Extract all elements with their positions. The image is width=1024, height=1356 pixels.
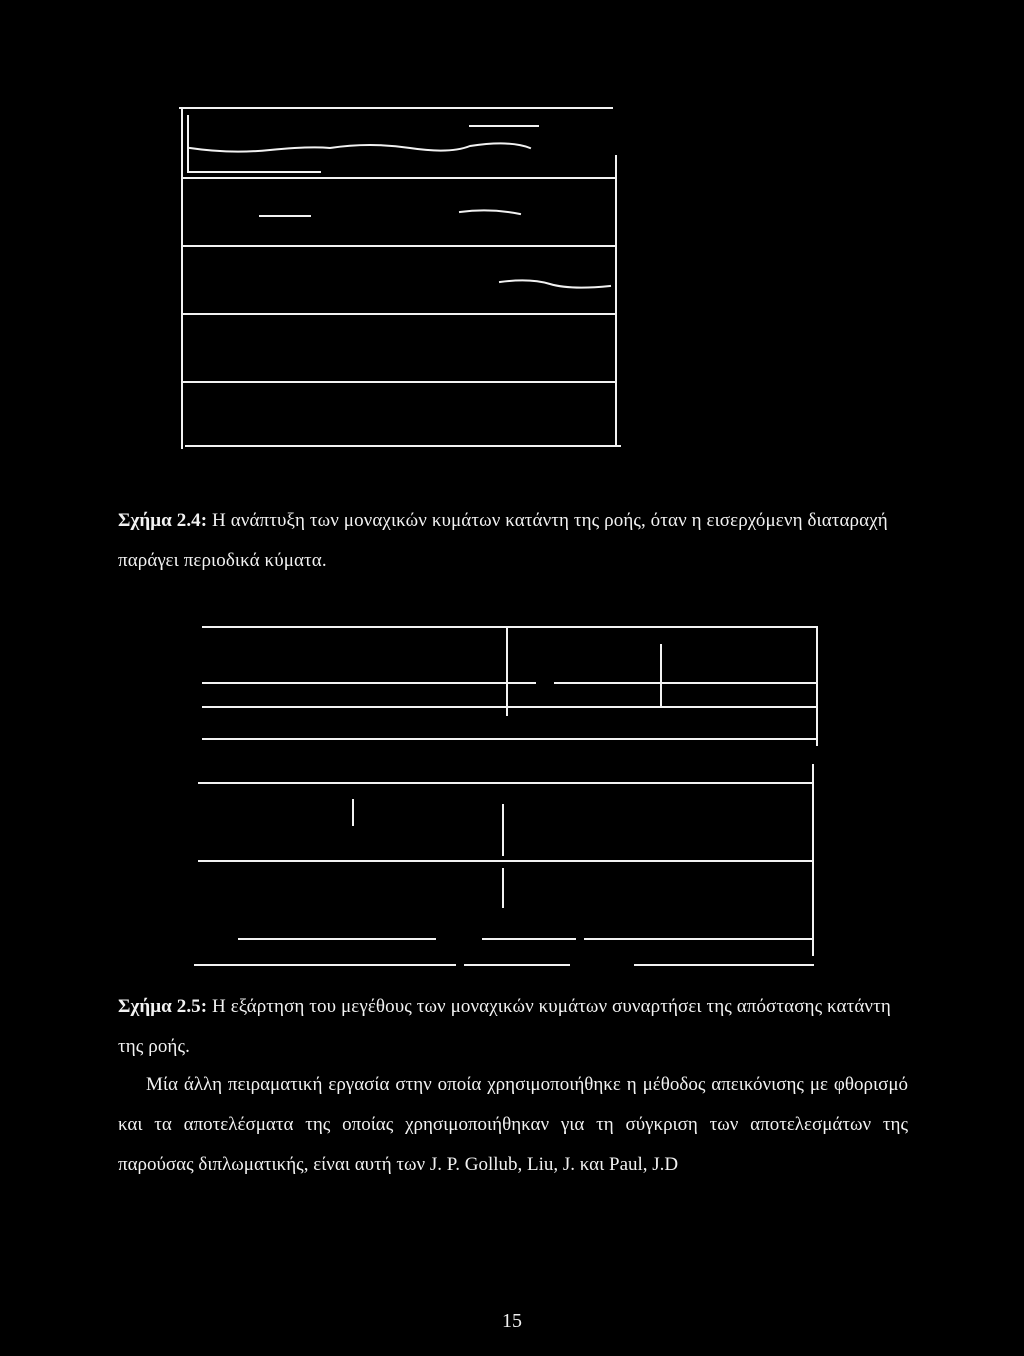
page-number: 15 [502, 1310, 522, 1332]
body-paragraph-text: Μία άλλη πειραματική εργασία στην οποία χρησιμοποιήθηκε η μέθοδος απεικόνισης με φθορισμό και τα αποτελέσματα της οποίας χρησιμοποιήθηκαν για τη σύγκριση των αποτελεσμάτων της παρούσας διπλωματικής, είναι αυτή των J. P. Gollub, Liu, J. και Paul, J.D [118, 1074, 908, 1175]
figure-2-4-image [170, 96, 630, 456]
figure-2-5-caption-text: Η εξάρτηση του μεγέθους των μοναχικών κυμάτων συναρτήσει της απόστασης κατάντη της ροής. [118, 996, 891, 1057]
figure-2-5-label: Σχήμα 2.5: [118, 996, 208, 1017]
figure-2-4-caption-text: Η ανάπτυξη των μοναχικών κυμάτων κατάντη της ροής, όταν η εισερχόμενη διαταραχή παράγει περιοδικά κύματα. [118, 510, 888, 571]
figure-2-5-image [185, 615, 825, 975]
body-paragraph [118, 1065, 908, 1185]
figure-2-4-label: Σχήμα 2.4: [118, 510, 208, 531]
figure-2-5-caption [118, 987, 908, 1067]
figure-2-4-caption [118, 501, 908, 581]
